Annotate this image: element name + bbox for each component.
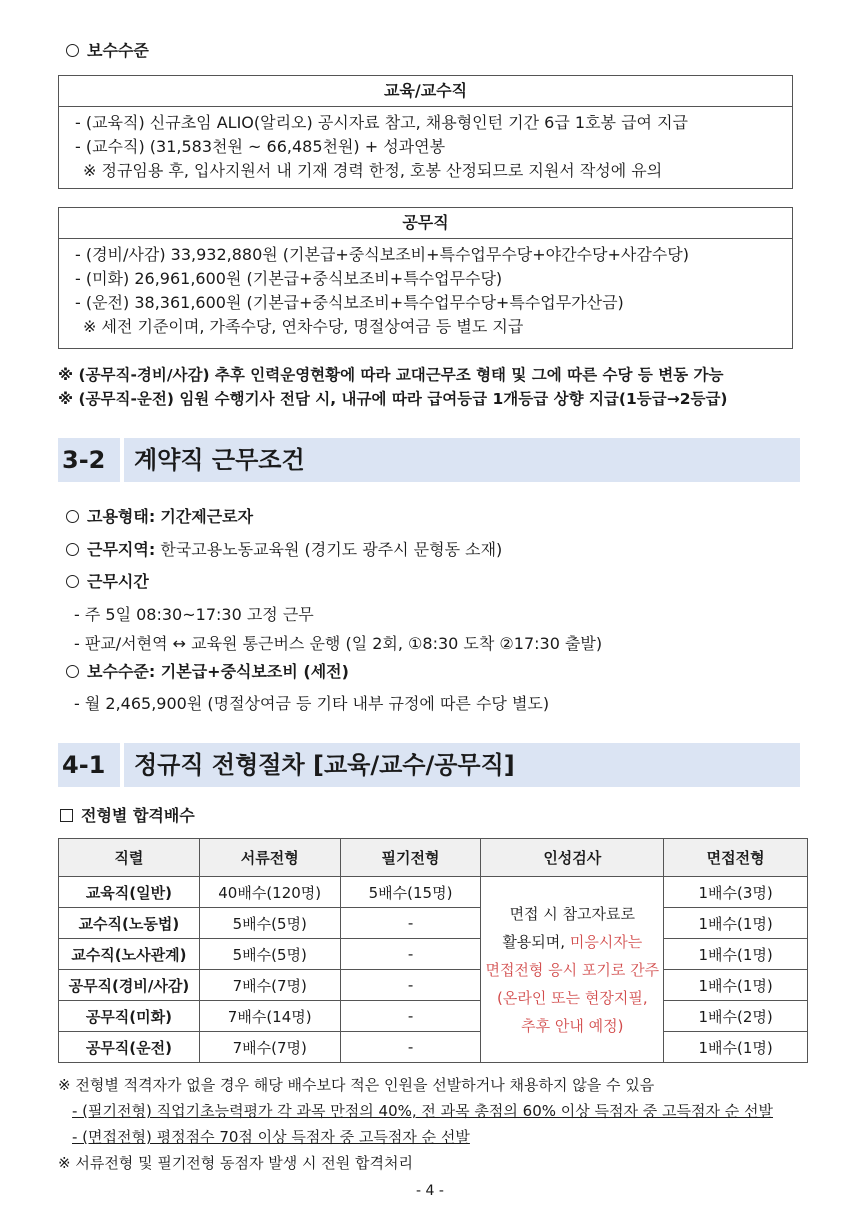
section-divider [120,743,124,787]
selection-multiplier-table [58,838,808,1063]
table-cell: 5배수(15명) [340,877,481,908]
row-label: 공무직(미화) [59,1001,200,1032]
work-hours-heading: 근무시간 [66,571,149,593]
work-location: 근무지역: 한국고용노동교육원 (경기도 광주시 문형동 소재) [66,539,502,561]
table-cell: - [340,908,481,939]
row-label: 공무직(운전) [59,1032,200,1063]
column-header: 면접전형 [664,839,808,877]
edu-prof-pay-box [58,75,793,189]
row-label: 교수직(노동법) [59,908,200,939]
row-label: 공무직(경비/사감) [59,970,200,1001]
table-cell: - [340,939,481,970]
table-cell: - [340,970,481,1001]
table-cell: 7배수(7명) [199,970,340,1001]
multiplier-heading: 전형별 합격배수 [60,805,195,827]
column-header: 필기전형 [340,839,481,877]
box-line: - (교육직) 신규초임 ALIO(알리오) 공시자료 참고, 채용형인턴 기간 6급 1호봉 급여 지급 [75,113,688,132]
note-interview: - (면접전형) 평정점수 70점 이상 득점자 중 고득점자 순 선발 [72,1128,470,1146]
table-row [59,877,808,908]
shuttle-line: - 판교/서현역 ↔ 교육원 통근버스 운행 (일 2회, ①8:30 도착 ②17:30 출발) [74,634,603,653]
contract-pay-line: - 월 2,465,900원 (명절상여금 등 기타 내부 규정에 따른 수당 별도) [74,694,550,713]
table-row [59,908,808,939]
table-cell: 1배수(3명) [664,877,808,908]
table-cell: - [340,1001,481,1032]
section-divider [120,438,124,482]
table-cell: 7배수(7명) [199,1032,340,1063]
circle-bullet-icon [66,665,79,678]
column-header: 인성검사 [481,839,664,877]
table-cell: - [340,1032,481,1063]
square-bullet-icon [60,809,73,822]
table-cell: 1배수(1명) [664,1032,808,1063]
section-number: 4-1 [62,751,106,779]
table-row [59,970,808,1001]
table-cell: 5배수(5명) [199,939,340,970]
section-title: 계약직 근무조건 [134,446,305,474]
row-label: 교육직(일반) [59,877,200,908]
box-title: 교육/교수직 [59,76,792,107]
column-header: 서류전형 [199,839,340,877]
note-written-test: - (필기전형) 직업기초능력평가 각 과목 만점의 40%, 전 과목 총점의 60% 이상 득점자 중 고득점자 순 선발 [72,1102,773,1120]
section-title: 정규직 전형절차 [교육/교수/공무직] [134,751,515,779]
row-label: 교수직(노사관계) [59,939,200,970]
table-cell: 1배수(1명) [664,939,808,970]
box-title: 공무직 [59,208,792,239]
table-row [59,939,808,970]
pay-heading: 보수수준 [66,40,149,62]
table-row [59,1001,808,1032]
box-line: - (교수직) (31,583천원 ~ 66,485천원) + 성과연봉 [75,137,446,156]
box-line: - (경비/사감) 33,932,880원 (기본급+중식보조비+특수업무수당+야간수당+사감수당) [75,245,689,264]
note-tie: ※ 서류전형 및 필기전형 동점자 발생 시 전원 합격처리 [58,1154,414,1172]
table-cell: 1배수(2명) [664,1001,808,1032]
table-cell: 40배수(120명) [199,877,340,908]
section-number: 3-2 [62,446,106,474]
table-row [59,1032,808,1063]
section-4-1-header [58,743,800,787]
personality-test-note: 면접 시 참고자료로 활용되며, 미응시자는 면접전형 응시 포기로 간주 (온라인 또는 현장지필, 추후 안내 예정) [481,877,664,1063]
table-header-row [59,839,808,877]
box-line: - (운전) 38,361,600원 (기본급+중식보조비+특수업무수당+특수업무가산금) [75,293,624,312]
table-cell: 7배수(14명) [199,1001,340,1032]
table-cell: 1배수(1명) [664,908,808,939]
table-cell: 5배수(5명) [199,908,340,939]
work-hours-line: - 주 5일 08:30~17:30 고정 근무 [74,605,314,624]
public-service-pay-box [58,207,793,349]
note-guard: ※ (공무직-경비/사감) 추후 인력운영현황에 따라 교대근무조 형태 및 그에 따른 수당 등 변동 가능 [58,366,724,384]
contract-pay-heading: 보수수준: 기본급+중식보조비 (세전) [66,661,349,683]
column-header: 직렬 [59,839,200,877]
circle-bullet-icon [66,543,79,556]
note-no-eligible: ※ 전형별 적격자가 없을 경우 해당 배수보다 적은 인원을 선발하거나 채용하지 않을 수 있음 [58,1076,655,1094]
box-line: - (미화) 26,961,600원 (기본급+중식보조비+특수업무수당) [75,269,503,288]
circle-bullet-icon [66,575,79,588]
table-cell: 1배수(1명) [664,970,808,1001]
circle-bullet-icon [66,510,79,523]
page-number: - 4 - [416,1183,444,1199]
employment-type: 고용형태: 기간제근로자 [66,506,253,528]
note-driver: ※ (공무직-운전) 임원 수행기사 전담 시, 내규에 따라 급여등급 1개등급 상향 지급(1등급→2등급) [58,390,728,408]
box-note: ※ 정규임용 후, 입사지원서 내 기재 경력 한정, 호봉 산정되므로 지원서 작성에 유의 [83,161,663,180]
box-note: ※ 세전 기준이며, 가족수당, 연차수당, 명절상여금 등 별도 지급 [83,317,524,336]
section-3-2-header [58,438,800,482]
circle-bullet-icon [66,44,79,57]
